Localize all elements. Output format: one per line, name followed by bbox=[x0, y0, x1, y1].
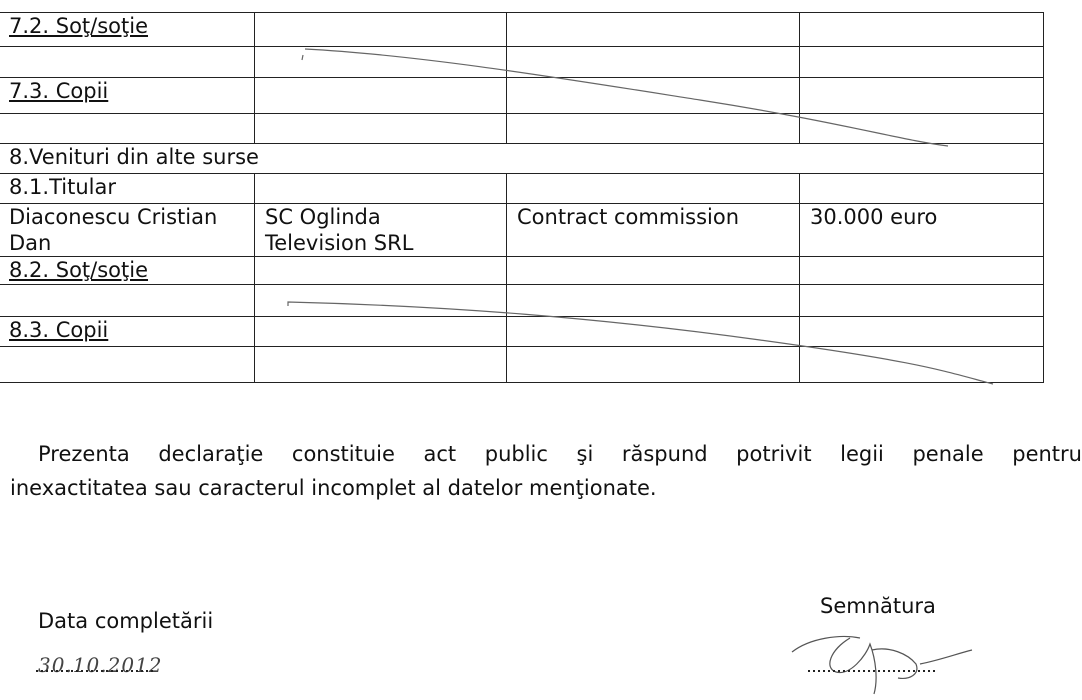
row-label-7-2: 7.2. Soţ/soţie bbox=[0, 13, 255, 47]
signature-scribble bbox=[780, 620, 980, 700]
row-label-8-1: 8.1.Titular bbox=[0, 174, 255, 204]
income-amount: 30.000 euro bbox=[800, 204, 1044, 257]
row-label-7-3: 7.3. Copii bbox=[0, 78, 255, 114]
section-heading-8: 8.Venituri din alte surse bbox=[0, 144, 1044, 174]
strike-line-top bbox=[302, 49, 948, 146]
strike-line-bottom bbox=[288, 302, 993, 384]
signature-label: Semnătura bbox=[820, 594, 936, 618]
income-service: Contract commission bbox=[507, 204, 800, 257]
signature-dotted-line bbox=[808, 668, 938, 674]
income-source: SC Oglinda Television SRL bbox=[255, 204, 507, 257]
row-label-8-3: 8.3. Copii bbox=[0, 317, 255, 347]
row-label-8-2: 8.2. Soţ/soţie bbox=[0, 257, 255, 285]
declaration-text: Prezenta declaraţie constituie act public şi răspund potrivit legii penale pentru inexactitatea sau caracterul incomplet al datelor menţionate. bbox=[10, 442, 1082, 500]
date-handwritten: 30.10.2012 bbox=[38, 653, 163, 677]
date-dotted-line bbox=[36, 668, 156, 674]
owner-name: Diaconescu Cristian Dan bbox=[0, 204, 255, 257]
date-label: Data completării bbox=[38, 609, 214, 633]
